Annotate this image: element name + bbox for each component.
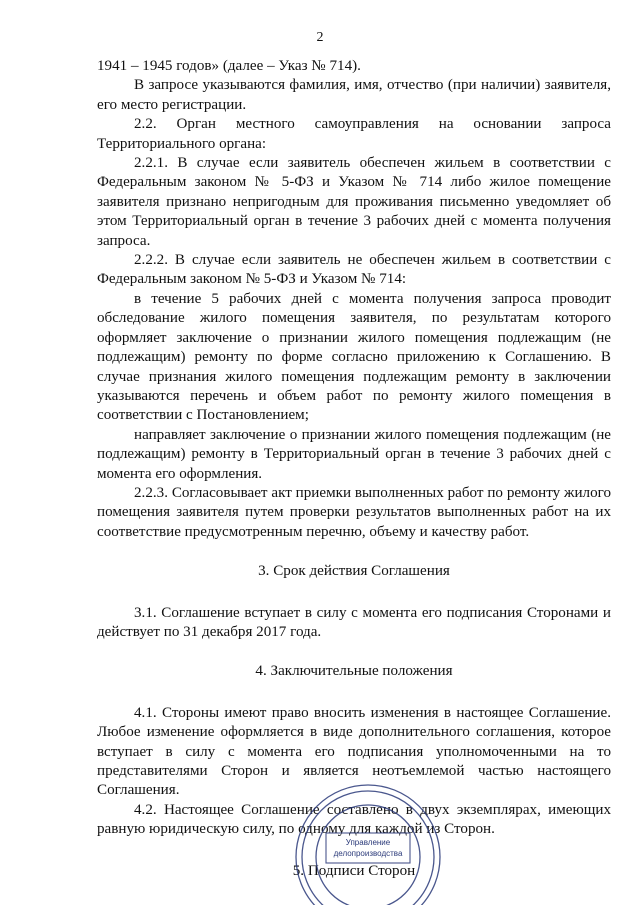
paragraph: 3.1. Соглашение вступает в силу с момента его подписания Сторонами и действует по 31 декабря 2017 года. xyxy=(97,604,611,640)
paragraph: 4.1. Стороны имеют право вносить изменения в настоящее Соглашение. Любое изменение оформляется в виде дополнительного соглашения, которое вступает в силу с момента его подписания уполномоченными на то представителями Сторон и является неотъемлемой частью настоящего Соглашения. xyxy=(97,704,611,799)
section-heading-final-provisions: 4. Заключительные положения xyxy=(255,663,453,680)
paragraph: направляет заключение о признании жилого помещения подлежащим (не подлежащим) ремонту в Территориальный орган в течение 3 рабочих дней с момента его оформления. xyxy=(97,426,611,482)
paragraph: 4.2. Настоящее Соглашение составлено в двух экземплярах, имеющих равную юридическую силу, по одному для каждой из Сторон. xyxy=(97,801,611,838)
paragraph: в течение 5 рабочих дней с момента получения запроса проводит обследование жилого помещения заявителя, по результатам которого оформляет заключение о признании жилого помещения подлежащим (не подлежащим) ремонту по форме согласно приложению к Соглашению. В случае признания жилого помещения подлежащим ремонту в заключении указываются перечень и объем работ по ремонту жилого помещения в соответствии с Постановлением; xyxy=(97,290,611,424)
stamp-text-line2: делопроизводства xyxy=(333,849,403,858)
document-body xyxy=(97,57,611,881)
stamp-text-line1: Управление xyxy=(345,838,391,847)
paragraph: 2.2.1. В случае если заявитель обеспечен жильем в соответствии с Федеральным законом № 5-ФЗ и Указом № 714 либо жилое помещение заявителя признано непригодным для проживания письменно уведомляет об этом Территориальный орган в течение 3 рабочих дней с момента получения запроса. xyxy=(97,155,611,249)
section-heading-signatures: 5. Подписи Сторон xyxy=(292,862,416,879)
official-stamp xyxy=(292,781,444,905)
paragraph: 2.2. Орган местного самоуправления на основании запроса Территориального органа: xyxy=(97,116,611,152)
paragraph: 1941 – 1945 годов» (далее – Указ № 714). xyxy=(97,58,361,74)
paragraph: 2.2.2. В случае если заявитель не обеспечен жильем в соответствии с Федеральным законом № 5-ФЗ и Указом № 714: xyxy=(97,252,611,288)
paragraph: 2.2.3. Согласовывает акт приемки выполненных работ по ремонту жилого помещения заявителя путем проверки результатов выполненных работ на их соответствие предусмотренным перечню, объему и качеству работ. xyxy=(97,484,611,540)
page-number: 2 xyxy=(316,30,324,45)
section-heading-term: 3. Срок действия Соглашения xyxy=(258,563,450,580)
stamp-seal-icon xyxy=(292,781,444,905)
paragraph: В запросе указываются фамилия, имя, отчество (при наличии) заявителя, его место регистрации. xyxy=(97,77,611,113)
